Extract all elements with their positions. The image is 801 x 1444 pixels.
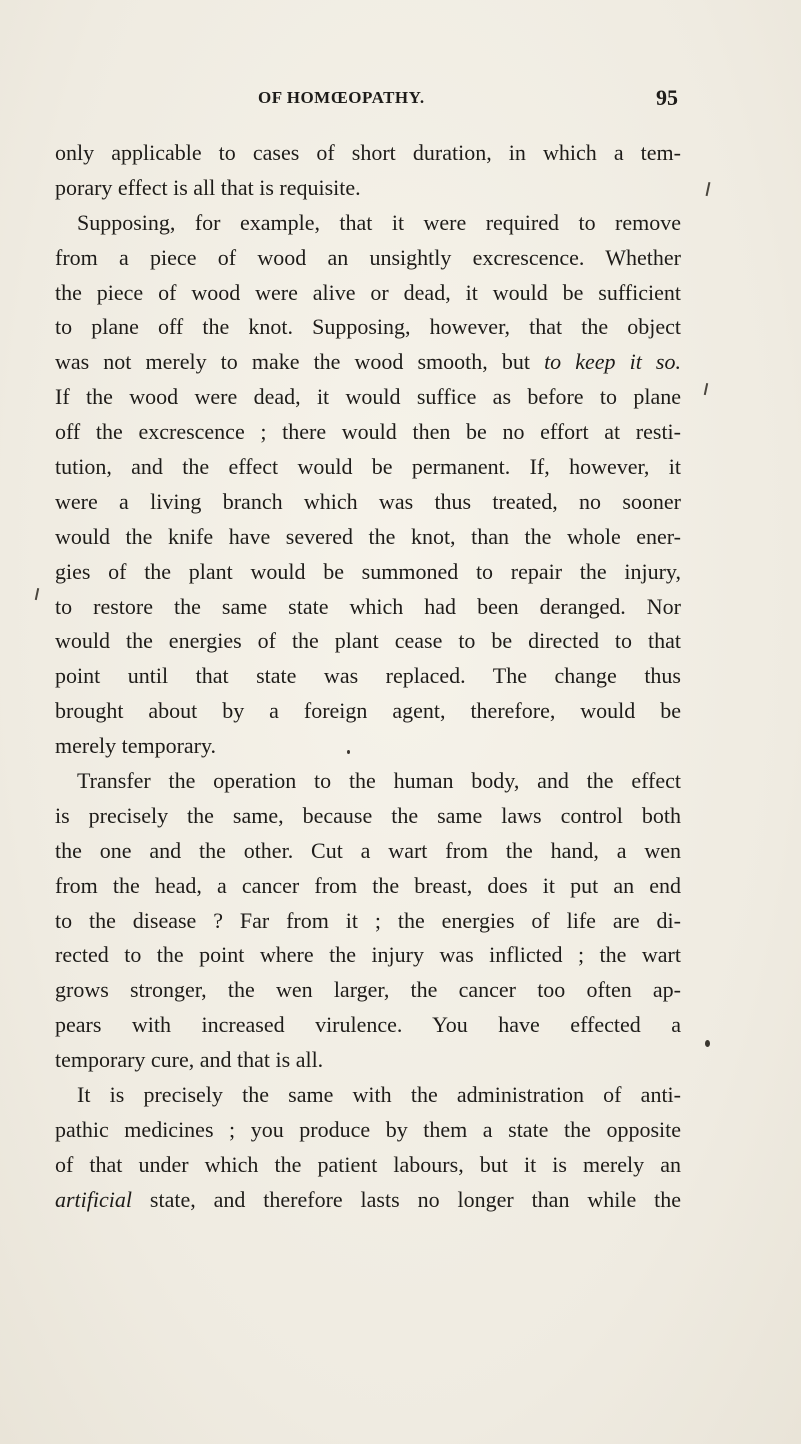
margin-speck [704, 383, 708, 395]
text-line: pathic medicines ; you produce by them a state the opposite [55, 1116, 681, 1142]
running-title: OF HOMŒOPATHY. [258, 88, 425, 107]
text-line: artificial state, and therefore lasts no longer than while the [55, 1186, 681, 1212]
text-line: to plane off the knot. Supposing, however, that the object [55, 314, 681, 340]
text-line: from the head, a cancer from the breast, does it put an end [55, 872, 681, 898]
text-line: would the knife have severed the knot, than the whole ener- [55, 523, 681, 549]
text-line: If the wood were dead, it would suffice as before to plane [55, 384, 681, 410]
margin-speck [706, 182, 710, 196]
text-line: rected to the point where the injury was inflicted ; the wart [55, 942, 681, 968]
text-line: is precisely the same, because the same laws control both [55, 802, 681, 828]
body-text [55, 136, 681, 1218]
text-line: to restore the same state which had been deranged. Nor [55, 593, 681, 619]
text-line: temporary cure, and that is all. [55, 1047, 324, 1073]
text-line: It is precisely the same with the administration of anti- [77, 1082, 681, 1108]
text-line: porary effect is all that is requisite. [55, 174, 361, 200]
text-line: pears with increased virulence. You have effected a [55, 1012, 681, 1038]
text-line: were a living branch which was thus treated, no sooner [55, 488, 681, 514]
text-line: the piece of wood were alive or dead, it would be sufficient [55, 279, 681, 305]
text-line: tution, and the effect would be permanent. If, however, it [55, 454, 681, 480]
text-line: Transfer the operation to the human body, and the effect [77, 768, 681, 794]
text-line: off the excrescence ; there would then be no effort at resti- [55, 419, 681, 445]
text-line: point until that state was replaced. The change thus [55, 663, 681, 689]
text-line: grows stronger, the wen larger, the cancer too often ap- [55, 977, 681, 1003]
page-speck [347, 750, 350, 754]
page-number: 95 [656, 85, 678, 110]
running-head [258, 85, 678, 118]
text-line: brought about by a foreign agent, therefore, would be [55, 698, 681, 724]
text-line: would the energies of the plant cease to be directed to that [55, 628, 681, 654]
text-line: only applicable to cases of short duration, in which a tem- [55, 140, 681, 165]
text-line: was not merely to make the wood smooth, but to keep it so. [55, 349, 681, 375]
margin-speck [35, 588, 39, 600]
text-line: to the disease ? Far from it ; the energies of life are di- [55, 907, 681, 933]
text-line: Supposing, for example, that it were required to remove [77, 209, 681, 235]
text-line: from a piece of wood an unsightly excrescence. Whether [55, 244, 681, 270]
text-line: gies of the plant would be summoned to repair the injury, [55, 558, 681, 584]
text-line: merely temporary. [55, 733, 217, 759]
text-line: the one and the other. Cut a wart from the hand, a wen [55, 837, 681, 863]
margin-speck [705, 1040, 710, 1047]
text-line: of that under which the patient labours, but it is merely an [55, 1151, 681, 1177]
